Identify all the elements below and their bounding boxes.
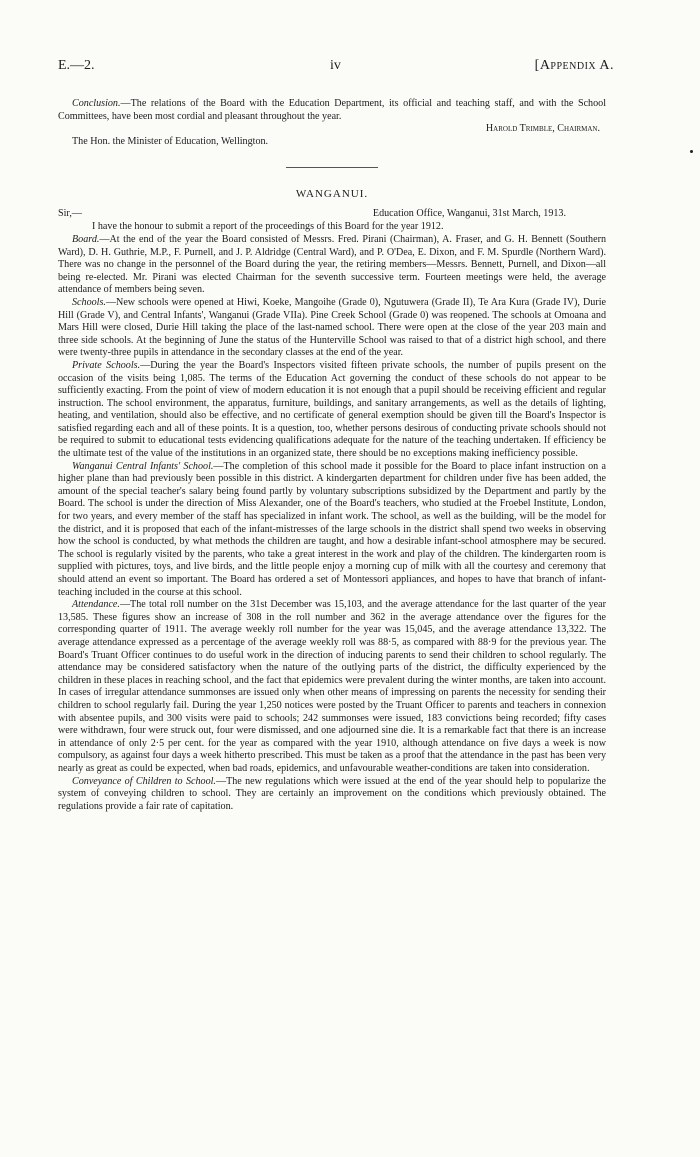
margin-mark (690, 150, 693, 153)
heading-private-schools: Private Schools. (72, 359, 141, 371)
page-body (58, 98, 606, 813)
paragraph-board (58, 234, 606, 297)
text-conveyance: —The new regulations which were issued at the end of the year should help to popularize the system of conveying children to school. They are certainly an improvement on the conditions which previously obtained. The regulations provide a fair rate of capitation. (58, 775, 606, 812)
section-divider (286, 167, 378, 168)
paragraph-attendance (58, 599, 606, 775)
section-title: WANGANUI. (295, 188, 369, 201)
paragraph-schools (58, 297, 606, 360)
paragraph-private-schools (58, 360, 606, 461)
text-schools: —New schools were opened at Hiwi, Koeke, Mangoihe (Grade 0), Ngutuwera (Grade II), Te Ara Kura (Grade IV), Durie Hill (Grade V), and Central Infants', Wanganui (Grade VIIa). Pine Creek School (Grade 0) was reopened. The schools at Omoana and Mars Hill were closed, Durie Hill taking the place of the last-named school. There were open at the close of the year 203 main and three side schools. At the beginning of June the status of the Hunterville School was raised to that of a district high school, and there were twenty-three pupils in attendance in the secondary classes at the end of the year. (58, 296, 606, 359)
paragraph-central-infants (58, 461, 606, 600)
text-attendance: —The total roll number on the 31st December was 15,103, and the average attendance for the last quarter of the year 13,585. These figures show an increase of 308 in the roll number and 362 in the average attendance over the figures for the corresponding quarter of 1911. The average weekly roll number for the year was 15,045, and the average attendance 13,322. The average attendance expressed as a percentage of the average weekly roll was 88·5, as compared with 88·9 for the previous year. The Board's Truant Officer continues to do useful work in the direction of inducing parents to send their children to school regularly. The attendance may be considered satisfactory when the nature of the outlying parts of the district, the difficulty experienced by the children in these places in reaching school, and the fact that epidemics were prevalent during the winter months, are taken into account. In cases of irregular attendance summonses are issued only when other means of impressing on parents the necessity for sending their children to school regularly fail. During the year 1,250 notices were posted by the Truant Officer to parents and teachers in connexion with absentee pupils, and 300 visits were paid to schools; 242 summonses were issued, 183 convictions being recorded; fifty cases were withdrawn, four were struck out, four were dismissed, and one adjourned sine die. It is a remarkable fact that there is an increase in attendance of only 2·5 per cent. for the year as compared with the year 1910, although attendance on five days a week is now compulsory, as against four days a week hitherto prescribed. This must be taken as a proof that the attendance in the past has been very nearly as great as could be expected, when bad roads, epidemics, and unfavourable weather-conditions are taken into consideration. (58, 599, 606, 774)
text-private-schools: —During the year the Board's Inspectors visited fifteen private schools, the number of pupils present on the occasion of the visits being 1,085. The terms of the Education Act governing the conduct of these schools do not appear to be sufficiently exacting. From the point of view of modern education it is not enough that a pupil should be receiving efficient and regular instruction. The school environment, the apparatus, furniture, buildings, and sanitary arrangements, as well as the details of lighting, heating, and ventilation, should also be effective, and no certificate of general exemption should be given till the Board's Inspector is satisfied regarding each and all of these points. It is a question, too, whether persons desirous of conducting private schools should not be required to submit to educational tests evidencing qualifications adequate for the nature of the teaching undertaken. If efficiency be the ultimate test of the value of the institutions in an organized state, there should be no exceptions making inefficiency possible. (58, 359, 606, 460)
conclusion-heading: Conclusion. (72, 98, 121, 109)
salutation: Sir,— (58, 208, 82, 220)
salutation-line (58, 208, 606, 221)
conclusion-signature: Harold Trimble, Chairman. (485, 123, 600, 135)
conclusion-paragraph (58, 98, 606, 123)
conclusion-text: —The relations of the Board with the Education Department, its official and teaching staff, and with the School Committees, have been most cordial and pleasant throughout the year. (58, 98, 606, 122)
dateline: Education Office, Wanganui, 31st March, 1913. (372, 208, 566, 220)
heading-schools: Schools. (72, 296, 106, 308)
heading-central-infants: Wanganui Central Infants' School. (72, 460, 214, 472)
heading-attendance: Attendance. (72, 599, 120, 611)
text-central-infants: —The completion of this school made it possible for the Board to place infant instruction on a higher plane than had previously been possible in this district. A kindergarten department for children under five has been added, the amount of the special teacher's salary being found partly by voluntary subscriptions subsidized by the Department and partly by the Board. The school is under the direction of Miss Alexander, one of the Board's teachers, who studied at the Froebel Institute, London, for two years, and every member of the staff has specialized in infant work. The school, as well as the building, will be the model for the district, and it is proposed that each of the infant-mistresses of the large schools in the district shall spend two weeks in observing how the school is conducted, by what methods the children are taught, and how a desirable infant-school atmosphere may be secured. The school is regularly visited by the parents, who take a great interest in the work and play of the children. The kindergarten room is supplied with pictures, toys, and live birds, and the little people enjoy a morning cup of milk with all the courtesy and ceremony that should attend an event so important. The Board has ordered a set of Montessori appliances, and hopes to have that branch of infant-teaching included in the course at this school. (58, 460, 606, 598)
paragraph-conveyance (58, 776, 606, 814)
text-board: —At the end of the year the Board consisted of Messrs. Fred. Pirani (Chairman), A. Fraser, and G. H. Bennett (Southern Ward), D. H. Guthrie, M.P., F. Purnell, and J. P. Aldridge (Central Ward), and P. O'Dea, E. Dixon, and F. M. Spurdle (Northern Ward). There was no change in the personnel of the Board during the year, the retiring members—Messrs. Bennett, Purnell, and Dixon—all being re-elected. Mr. Pirani was elected Chairman for the seventh successive term. Fourteen meetings were held, the average attendance of members being seven. (58, 233, 606, 296)
intro-line: I have the honour to submit a report of the proceedings of this Board for the year 1912. (92, 221, 444, 233)
conclusion-addressee: The Hon. the Minister of Education, Wellington. (72, 135, 269, 147)
running-header (58, 58, 614, 80)
header-page-ref: E.—2. (58, 58, 95, 73)
heading-conveyance: Conveyance of Children to School. (72, 775, 216, 787)
header-page-number: iv (330, 58, 341, 73)
heading-board: Board. (72, 233, 100, 245)
header-appendix: [Appendix A. (534, 58, 614, 73)
